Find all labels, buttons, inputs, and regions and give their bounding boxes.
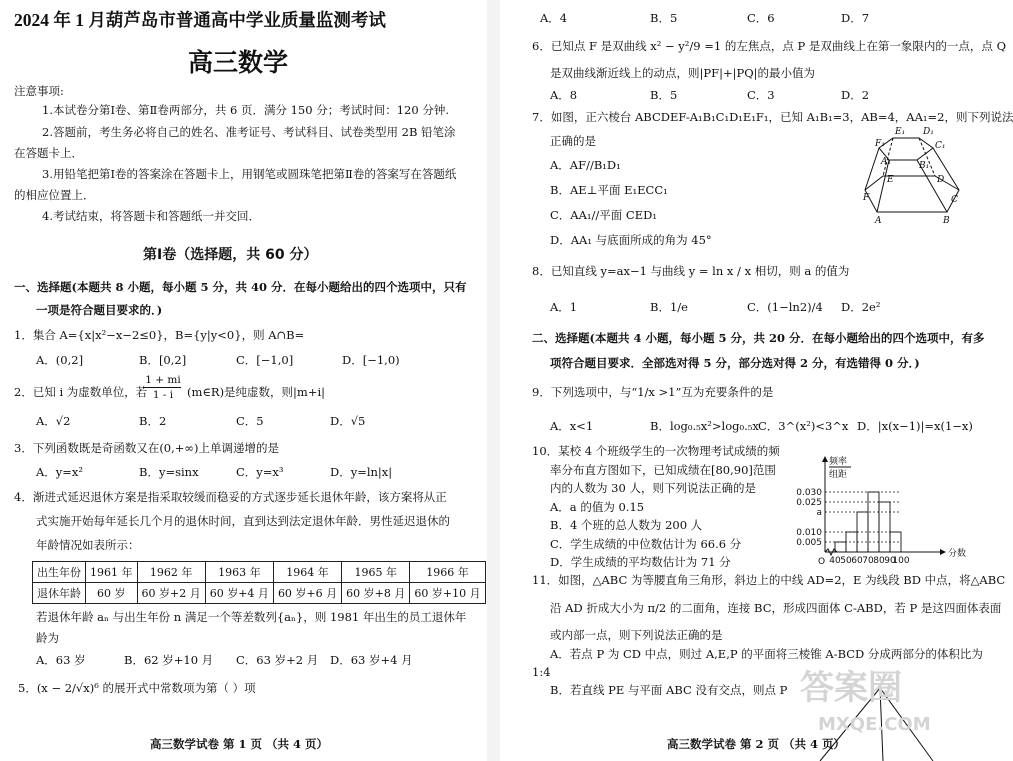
q6-option-d: D．2 [841,88,870,102]
table-cell: 60 岁+4 月 [205,583,273,604]
q8-option-b: B．1/e [650,300,688,314]
x-tick-label: 100 [892,556,910,566]
q5-option-c: C．6 [747,11,775,25]
table-cell: 1965 年 [342,562,410,583]
q4-line: 年龄情况如表所示： [36,538,140,552]
q7-option-c: C．AA₁//平面 CED₁ [550,208,657,222]
q9-option-d: D．|x(x−1)|=x(1−x) [857,419,973,433]
q1-option-c: C．[−1,0] [236,353,294,367]
q10-line: 内的人数为 30 人，则下列说法正确的是 [550,481,756,495]
q4-option-d: D．63 岁+4 月 [330,653,413,667]
q10-option-a: A．a 的值为 0.15 [550,500,645,514]
q9-option-c: C．3^(x²)<3^x [758,419,849,433]
histogram-bar [879,502,890,552]
table-cell: 1964 年 [273,562,341,583]
q11-line: 沿 AD 折成大小为 π/2 的二面角，连接 BC，形成四面体 C-ABD，若 P 是这四面体表面 [550,601,1002,615]
q1-stem: 1．集合 A={x|x²−x−2≤0}，B={y|y<0}，则 A∩B= [14,328,305,342]
x-tick-label: 40 [829,556,841,566]
note-line: 3.用铅笔把第Ⅰ卷的答案涂在答题卡上，用钢笔或圆珠笔把第Ⅱ卷的答案写在答题纸 [42,167,457,181]
q1-option-b: B．[0,2] [139,353,187,367]
q4-line: 龄为 [36,631,59,645]
q11-line: A．若点 P 为 CD 中点，则过 A,E,P 的平面将三棱锥 A-BCD 分成两部分的体积比为 [550,647,983,661]
q10-option-c: C．学生成绩的中位数估计为 66.6 分 [550,537,742,551]
prism-vertex-label: D [937,175,945,185]
section-1-instructions-cont: 一项是符合题目要求的．) [36,303,163,317]
q11-line: B．若直线 PE 与平面 ABC 没有交点，则点 P [550,683,788,697]
q2-fraction-denominator: 1 - i [152,389,174,401]
q2-stem-b: (m∈R)是纯虚数，则|m+i| [187,385,326,399]
q4-line: 式实施开始每年延长几个月的退休时间，直到达到法定退休年龄．男性延迟退休的 [36,514,450,528]
q7-line: 7．如图，正六棱台 ABCDEF-A₁B₁C₁D₁E₁F₁，已知 A₁B₁=3，AB=4，AA₁=2，则下列说法 [532,110,1013,124]
note-line: 2.答题前，考生务必将自己的姓名、准考证号、考试科目、试卷类型用 2B 铅笔涂 [42,125,456,139]
table-cell: 60 岁+10 月 [410,583,485,604]
q8-option-a: A．1 [550,300,578,314]
q4-option-b: B．62 岁+10 月 [124,653,214,667]
exam-page-1 [0,0,487,761]
histogram-bar [868,492,879,552]
prism-vertex-label: B₁ [919,161,930,171]
subject-title: 高三数学 [188,48,289,77]
q1-option-d: D．[−1,0) [342,353,400,367]
q9-stem: 9．下列选项中，与“1/x >1”互为充要条件的是 [532,385,774,399]
q6-option-c: C．3 [747,88,775,102]
histogram-bar [835,542,846,552]
x-tick-label: 70 [862,556,874,566]
q10-option-d: D．学生成绩的平均数估计为 71 分 [550,555,731,569]
prism-vertex-label: F₁ [875,139,885,149]
q10-line: 率分布直方图如下，已知成绩在[80,90]范围 [550,463,776,477]
q2-option-d: D．√5 [330,414,366,428]
q8-option-c: C．(1−ln2)/4 [747,300,823,314]
q6-option-a: A．8 [550,88,578,102]
q7-option-d: D．AA₁ 与底面所成的角为 45° [550,233,712,247]
prism-vertex-label: B [943,216,950,226]
retirement-age-table [32,561,486,604]
q9-option-b: B．log₀.₅x²>log₀.₅x [650,419,759,433]
q5-option-b: B．5 [650,11,678,25]
q4-line: 若退休年龄 aₙ 与出生年份 n 满足一个等差数列{aₙ}，则 1981 年出生的员工退休年 [36,610,467,624]
exam-page-2 [500,0,1013,761]
q2-option-a: A．√2 [36,414,71,428]
x-tick-label: 90 [884,556,896,566]
table-cell: 1961 年 [86,562,138,583]
x-axis-arrow [940,549,946,555]
prism-bottom-face [865,176,959,212]
q2-fraction-bar [143,387,181,388]
y-axis-label-top: 频率 [829,457,848,467]
x-tick-label: 80 [873,556,885,566]
q6-option-b: B．5 [650,88,678,102]
table-cell: 1962 年 [137,562,205,583]
part-title: 第Ⅰ卷（选择题，共 60 分） [143,247,318,263]
frequency-histogram [790,450,980,570]
q8-option-d: D．2e² [841,300,881,314]
table-cell: 60 岁+2 月 [137,583,205,604]
y-tick-label: 0.025 [796,498,822,508]
y-tick-label: 0.030 [796,488,822,498]
table-cell: 60 岁+8 月 [342,583,410,604]
q2-fraction-numerator: 1 + mi [145,374,181,386]
section-2-instructions: 二、选择题(本题共 4 小题，每小题 5 分，共 20 分．在每小题给出的四个选项中，有多 [532,331,985,345]
note-line: 4.考试结束，将答题卡和答题纸一并交回． [42,209,260,223]
table-cell: 1966 年 [410,562,485,583]
q2-option-b: B．2 [139,414,167,428]
watermark-logo-text: 答案圈 [800,668,902,708]
y-tick-label: 0.010 [796,528,822,538]
watermark-url: MXQE.COM [818,714,931,735]
prism-vertex-label: A₁ [881,157,892,167]
y-tick-label: 0.005 [796,538,822,548]
histogram-bar [890,532,901,552]
x-tick-label: 60 [851,556,863,566]
page-gutter [487,0,500,761]
origin-label: O [818,557,826,567]
q11-line: 11．如图，△ABC 为等腰直角三角形，斜边上的中线 AD=2，E 为线段 BD 中点，将△ABC [532,573,1006,587]
x-tick-label: 50 [840,556,852,566]
q9-option-a: A．x<1 [550,419,594,433]
prism-lateral-edges [865,148,959,212]
q3-stem: 3．下列函数既是奇函数又在(0,+∞)上单调递增的是 [14,441,279,455]
table-header-cell: 出生年份 [33,562,86,583]
y-axis-arrow [822,456,828,462]
table-cell: 60 岁+6 月 [273,583,341,604]
histogram-bar [846,532,857,552]
q5-option-d: D．7 [841,11,870,25]
note-line: 1.本试卷分第Ⅰ卷、第Ⅱ卷两部分，共 6 页．满分 150 分；考试时间：120 分钟. [42,103,449,117]
prism-vertex-label: D₁ [923,127,934,137]
q1-option-a: A．(0,2] [36,353,84,367]
q10-line: 10．某校 4 个班级学生的一次物理考试成绩的频 [532,444,780,458]
prism-vertex-label: C₁ [935,141,946,151]
q5-option-a: A．4 [540,11,568,25]
exam-header: 2024 年 1 月葫芦岛市普通高中学业质量监测考试 [14,10,386,30]
q11-line: 或内部一点，则下列说法正确的是 [550,628,723,642]
prism-vertex-label: A [875,216,882,226]
prism-vertex-label: C [951,195,958,205]
section-2-instructions-cont: 项符合题目要求．全部选对得 5 分，部分选对得 2 分，有选错得 0 分．) [550,356,920,370]
q5-stem: 5．(x − 2/√x)⁶ 的展开式中常数项为第（ ）项 [18,681,256,695]
prism-vertex-label: F [863,193,870,203]
notes-title: 注意事项: [14,84,64,98]
q11-line: 1:4 [532,665,551,679]
q4-option-a: A．63 岁 [36,653,86,667]
x-axis-label: 分数 [948,549,967,559]
q2-option-c: C．5 [236,414,264,428]
prism-vertex-label: E [887,175,894,185]
q3-option-d: D．y=ln|x| [330,465,393,479]
note-line: 的相应位置上． [14,188,95,202]
q2-stem-a: 2．已知 i 为虚数单位，若 [14,385,148,399]
q4-option-c: C．63 岁+2 月 [236,653,319,667]
q6-line: 是双曲线渐近线上的动点，则|PF|+|PQ|的最小值为 [550,66,816,80]
q10-option-b: B．4 个班的总人数为 200 人 [550,518,703,532]
y-tick-label: a [816,508,822,518]
q6-line: 6．已知点 F 是双曲线 x² − y²/9 =1 的左焦点，点 P 是双曲线上在第一象限内的一点，点 Q [532,39,1006,53]
table-row [33,562,486,583]
note-line: 在答题卡上． [14,146,83,160]
section-1-instructions: 一、选择题(本题共 8 小题，每小题 5 分，共 40 分．在每小题给出的四个选项中，只有 [14,280,467,294]
q4-line: 4．渐进式延迟退休方案是指采取较缓而稳妥的方式逐步延长退休年龄，该方案将从正 [14,490,447,504]
q7-line: 正确的是 [550,134,596,148]
prism-figure [865,124,965,226]
table-cell: 1963 年 [205,562,273,583]
page-footer: 高三数学试卷 第 1 页 （共 4 页） [150,737,329,751]
q7-option-a: A．AF//B₁D₁ [550,158,621,172]
table-header-cell: 退休年龄 [33,583,86,604]
y-axis-label-bottom: 组距 [829,470,848,480]
q3-option-b: B．y=sinx [139,465,199,479]
page-footer: 高三数学试卷 第 2 页 （共 4 页） [667,737,846,751]
q3-option-a: A．y=x² [36,465,84,479]
q3-option-c: C．y=x³ [236,465,284,479]
table-cell: 60 岁 [86,583,138,604]
prism-vertex-label: E₁ [895,127,906,137]
q8-stem: 8．已知直线 y=ax−1 与曲线 y = ln x / x 相切，则 a 的值为 [532,264,850,278]
table-row [33,583,486,604]
q7-option-b: B．AE⊥平面 E₁ECC₁ [550,183,668,197]
